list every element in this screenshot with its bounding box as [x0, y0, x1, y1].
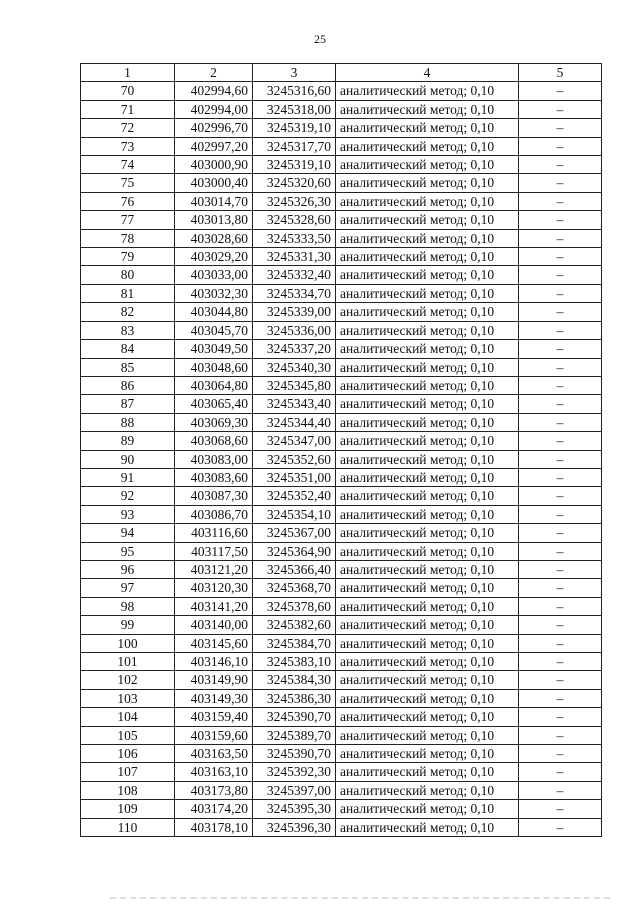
note-cell: – [519, 597, 602, 615]
table-row [81, 468, 602, 486]
method-accuracy-cell: аналитический метод; 0,10 [336, 671, 519, 689]
table-row [81, 653, 602, 671]
y-coordinate-cell: 3245395,30 [253, 800, 336, 818]
table-row [81, 266, 602, 284]
method-accuracy-cell: аналитический метод; 0,10 [336, 745, 519, 763]
table-row [81, 100, 602, 118]
table-row [81, 781, 602, 799]
point-number-cell: 70 [81, 82, 175, 100]
point-number-cell: 71 [81, 100, 175, 118]
x-coordinate-cell: 403149,90 [175, 671, 253, 689]
point-number-cell: 95 [81, 542, 175, 560]
y-coordinate-cell: 3245368,70 [253, 579, 336, 597]
point-number-cell: 110 [81, 818, 175, 836]
note-cell: – [519, 82, 602, 100]
note-cell: – [519, 800, 602, 818]
point-number-cell: 103 [81, 689, 175, 707]
x-coordinate-cell: 403121,20 [175, 560, 253, 578]
y-coordinate-cell: 3245319,10 [253, 156, 336, 174]
x-coordinate-cell: 403029,20 [175, 248, 253, 266]
x-coordinate-cell: 403032,30 [175, 284, 253, 302]
method-accuracy-cell: аналитический метод; 0,10 [336, 487, 519, 505]
method-accuracy-cell: аналитический метод; 0,10 [336, 708, 519, 726]
table-row [81, 229, 602, 247]
note-cell: – [519, 505, 602, 523]
method-accuracy-cell: аналитический метод; 0,10 [336, 358, 519, 376]
note-cell: – [519, 284, 602, 302]
table-row [81, 671, 602, 689]
note-cell: – [519, 174, 602, 192]
header-col-4: 4 [336, 64, 519, 82]
y-coordinate-cell: 3245367,00 [253, 524, 336, 542]
x-coordinate-cell: 403159,60 [175, 726, 253, 744]
x-coordinate-cell: 403044,80 [175, 303, 253, 321]
table-row [81, 487, 602, 505]
x-coordinate-cell: 403045,70 [175, 321, 253, 339]
x-coordinate-cell: 403033,00 [175, 266, 253, 284]
y-coordinate-cell: 3245354,10 [253, 505, 336, 523]
point-number-cell: 109 [81, 800, 175, 818]
table-row [81, 119, 602, 137]
header-col-5: 5 [519, 64, 602, 82]
note-cell: – [519, 358, 602, 376]
point-number-cell: 107 [81, 763, 175, 781]
note-cell: – [519, 487, 602, 505]
point-number-cell: 92 [81, 487, 175, 505]
method-accuracy-cell: аналитический метод; 0,10 [336, 653, 519, 671]
note-cell: – [519, 137, 602, 155]
note-cell: – [519, 671, 602, 689]
y-coordinate-cell: 3245352,60 [253, 450, 336, 468]
point-number-cell: 84 [81, 340, 175, 358]
y-coordinate-cell: 3245378,60 [253, 597, 336, 615]
table-row [81, 395, 602, 413]
method-accuracy-cell: аналитический метод; 0,10 [336, 579, 519, 597]
note-cell: – [519, 229, 602, 247]
x-coordinate-cell: 402994,00 [175, 100, 253, 118]
note-cell: – [519, 560, 602, 578]
x-coordinate-cell: 403068,60 [175, 432, 253, 450]
table-row [81, 413, 602, 431]
note-cell: – [519, 450, 602, 468]
method-accuracy-cell: аналитический метод; 0,10 [336, 192, 519, 210]
y-coordinate-cell: 3245396,30 [253, 818, 336, 836]
x-coordinate-cell: 403173,80 [175, 781, 253, 799]
table-row [81, 376, 602, 394]
method-accuracy-cell: аналитический метод; 0,10 [336, 321, 519, 339]
x-coordinate-cell: 403087,30 [175, 487, 253, 505]
table-row [81, 192, 602, 210]
note-cell: – [519, 745, 602, 763]
method-accuracy-cell: аналитический метод; 0,10 [336, 800, 519, 818]
y-coordinate-cell: 3245392,30 [253, 763, 336, 781]
x-coordinate-cell: 403028,60 [175, 229, 253, 247]
table-row [81, 321, 602, 339]
point-number-cell: 78 [81, 229, 175, 247]
x-coordinate-cell: 403083,60 [175, 468, 253, 486]
y-coordinate-cell: 3245340,30 [253, 358, 336, 376]
note-cell: – [519, 303, 602, 321]
y-coordinate-cell: 3245334,70 [253, 284, 336, 302]
y-coordinate-cell: 3245366,40 [253, 560, 336, 578]
table-row [81, 763, 602, 781]
method-accuracy-cell: аналитический метод; 0,10 [336, 413, 519, 431]
note-cell: – [519, 340, 602, 358]
note-cell: – [519, 192, 602, 210]
x-coordinate-cell: 403065,40 [175, 395, 253, 413]
point-number-cell: 102 [81, 671, 175, 689]
table-row [81, 358, 602, 376]
x-coordinate-cell: 403159,40 [175, 708, 253, 726]
y-coordinate-cell: 3245343,40 [253, 395, 336, 413]
table-row [81, 524, 602, 542]
method-accuracy-cell: аналитический метод; 0,10 [336, 763, 519, 781]
method-accuracy-cell: аналитический метод; 0,10 [336, 395, 519, 413]
note-cell: – [519, 726, 602, 744]
y-coordinate-cell: 3245364,90 [253, 542, 336, 560]
x-coordinate-cell: 403174,20 [175, 800, 253, 818]
method-accuracy-cell: аналитический метод; 0,10 [336, 248, 519, 266]
method-accuracy-cell: аналитический метод; 0,10 [336, 542, 519, 560]
note-cell: – [519, 763, 602, 781]
point-number-cell: 100 [81, 634, 175, 652]
y-coordinate-cell: 3245390,70 [253, 745, 336, 763]
x-coordinate-cell: 403014,70 [175, 192, 253, 210]
point-number-cell: 91 [81, 468, 175, 486]
point-number-cell: 106 [81, 745, 175, 763]
y-coordinate-cell: 3245333,50 [253, 229, 336, 247]
method-accuracy-cell: аналитический метод; 0,10 [336, 524, 519, 542]
table-row [81, 597, 602, 615]
table-row [81, 174, 602, 192]
x-coordinate-cell: 403000,90 [175, 156, 253, 174]
y-coordinate-cell: 3245336,00 [253, 321, 336, 339]
y-coordinate-cell: 3245344,40 [253, 413, 336, 431]
y-coordinate-cell: 3245316,60 [253, 82, 336, 100]
table-row [81, 505, 602, 523]
note-cell: – [519, 395, 602, 413]
table-row [81, 211, 602, 229]
x-coordinate-cell: 403146,10 [175, 653, 253, 671]
table-row [81, 745, 602, 763]
point-number-cell: 83 [81, 321, 175, 339]
method-accuracy-cell: аналитический метод; 0,10 [336, 689, 519, 707]
point-number-cell: 99 [81, 616, 175, 634]
y-coordinate-cell: 3245347,00 [253, 432, 336, 450]
y-coordinate-cell: 3245319,10 [253, 119, 336, 137]
y-coordinate-cell: 3245317,70 [253, 137, 336, 155]
point-number-cell: 104 [81, 708, 175, 726]
method-accuracy-cell: аналитический метод; 0,10 [336, 450, 519, 468]
note-cell: – [519, 579, 602, 597]
point-number-cell: 77 [81, 211, 175, 229]
point-number-cell: 87 [81, 395, 175, 413]
note-cell: – [519, 616, 602, 634]
y-coordinate-cell: 3245386,30 [253, 689, 336, 707]
table-row [81, 818, 602, 836]
table-body [81, 82, 602, 837]
y-coordinate-cell: 3245384,70 [253, 634, 336, 652]
x-coordinate-cell: 403145,60 [175, 634, 253, 652]
x-coordinate-cell: 402996,70 [175, 119, 253, 137]
note-cell: – [519, 689, 602, 707]
point-number-cell: 75 [81, 174, 175, 192]
note-cell: – [519, 653, 602, 671]
y-coordinate-cell: 3245318,00 [253, 100, 336, 118]
y-coordinate-cell: 3245351,00 [253, 468, 336, 486]
x-coordinate-cell: 403049,50 [175, 340, 253, 358]
x-coordinate-cell: 402994,60 [175, 82, 253, 100]
y-coordinate-cell: 3245389,70 [253, 726, 336, 744]
point-number-cell: 89 [81, 432, 175, 450]
y-coordinate-cell: 3245332,40 [253, 266, 336, 284]
point-number-cell: 81 [81, 284, 175, 302]
note-cell: – [519, 266, 602, 284]
method-accuracy-cell: аналитический метод; 0,10 [336, 781, 519, 799]
x-coordinate-cell: 403069,30 [175, 413, 253, 431]
point-number-cell: 90 [81, 450, 175, 468]
table-row [81, 726, 602, 744]
point-number-cell: 101 [81, 653, 175, 671]
y-coordinate-cell: 3245383,10 [253, 653, 336, 671]
note-cell: – [519, 119, 602, 137]
method-accuracy-cell: аналитический метод; 0,10 [336, 211, 519, 229]
y-coordinate-cell: 3245320,60 [253, 174, 336, 192]
note-cell: – [519, 468, 602, 486]
point-number-cell: 72 [81, 119, 175, 137]
method-accuracy-cell: аналитический метод; 0,10 [336, 505, 519, 523]
table-row [81, 156, 602, 174]
x-coordinate-cell: 403178,10 [175, 818, 253, 836]
point-number-cell: 76 [81, 192, 175, 210]
method-accuracy-cell: аналитический метод; 0,10 [336, 634, 519, 652]
point-number-cell: 94 [81, 524, 175, 542]
y-coordinate-cell: 3245352,40 [253, 487, 336, 505]
note-cell: – [519, 211, 602, 229]
method-accuracy-cell: аналитический метод; 0,10 [336, 376, 519, 394]
point-number-cell: 98 [81, 597, 175, 615]
x-coordinate-cell: 403163,50 [175, 745, 253, 763]
x-coordinate-cell: 403140,00 [175, 616, 253, 634]
point-number-cell: 86 [81, 376, 175, 394]
y-coordinate-cell: 3245326,30 [253, 192, 336, 210]
x-coordinate-cell: 403013,80 [175, 211, 253, 229]
table-header-row [81, 64, 602, 82]
method-accuracy-cell: аналитический метод; 0,10 [336, 156, 519, 174]
method-accuracy-cell: аналитический метод; 0,10 [336, 597, 519, 615]
y-coordinate-cell: 3245339,00 [253, 303, 336, 321]
method-accuracy-cell: аналитический метод; 0,10 [336, 468, 519, 486]
point-number-cell: 93 [81, 505, 175, 523]
point-number-cell: 108 [81, 781, 175, 799]
x-coordinate-cell: 403048,60 [175, 358, 253, 376]
point-number-cell: 79 [81, 248, 175, 266]
note-cell: – [519, 432, 602, 450]
x-coordinate-cell: 403149,30 [175, 689, 253, 707]
x-coordinate-cell: 403120,30 [175, 579, 253, 597]
y-coordinate-cell: 3245390,70 [253, 708, 336, 726]
x-coordinate-cell: 403141,20 [175, 597, 253, 615]
note-cell: – [519, 524, 602, 542]
point-number-cell: 80 [81, 266, 175, 284]
point-number-cell: 85 [81, 358, 175, 376]
coordinates-table [80, 63, 602, 837]
x-coordinate-cell: 403000,40 [175, 174, 253, 192]
y-coordinate-cell: 3245384,30 [253, 671, 336, 689]
method-accuracy-cell: аналитический метод; 0,10 [336, 137, 519, 155]
x-coordinate-cell: 403064,80 [175, 376, 253, 394]
table-row [81, 634, 602, 652]
x-coordinate-cell: 403086,70 [175, 505, 253, 523]
y-coordinate-cell: 3245331,30 [253, 248, 336, 266]
y-coordinate-cell: 3245382,60 [253, 616, 336, 634]
table-row [81, 689, 602, 707]
method-accuracy-cell: аналитический метод; 0,10 [336, 266, 519, 284]
method-accuracy-cell: аналитический метод; 0,10 [336, 340, 519, 358]
method-accuracy-cell: аналитический метод; 0,10 [336, 616, 519, 634]
x-coordinate-cell: 402997,20 [175, 137, 253, 155]
table-row [81, 284, 602, 302]
note-cell: – [519, 708, 602, 726]
method-accuracy-cell: аналитический метод; 0,10 [336, 432, 519, 450]
note-cell: – [519, 542, 602, 560]
table-row [81, 708, 602, 726]
table-row [81, 579, 602, 597]
point-number-cell: 82 [81, 303, 175, 321]
method-accuracy-cell: аналитический метод; 0,10 [336, 818, 519, 836]
method-accuracy-cell: аналитический метод; 0,10 [336, 119, 519, 137]
table-row [81, 137, 602, 155]
note-cell: – [519, 376, 602, 394]
note-cell: – [519, 634, 602, 652]
point-number-cell: 74 [81, 156, 175, 174]
table-row [81, 616, 602, 634]
y-coordinate-cell: 3245328,60 [253, 211, 336, 229]
method-accuracy-cell: аналитический метод; 0,10 [336, 303, 519, 321]
note-cell: – [519, 248, 602, 266]
table-row [81, 340, 602, 358]
table-row [81, 800, 602, 818]
scan-artifact [110, 897, 610, 902]
header-col-3: 3 [253, 64, 336, 82]
table-row [81, 542, 602, 560]
point-number-cell: 88 [81, 413, 175, 431]
note-cell: – [519, 818, 602, 836]
x-coordinate-cell: 403163,10 [175, 763, 253, 781]
note-cell: – [519, 100, 602, 118]
x-coordinate-cell: 403083,00 [175, 450, 253, 468]
method-accuracy-cell: аналитический метод; 0,10 [336, 229, 519, 247]
method-accuracy-cell: аналитический метод; 0,10 [336, 560, 519, 578]
point-number-cell: 73 [81, 137, 175, 155]
table-row [81, 248, 602, 266]
table-row [81, 450, 602, 468]
table-row [81, 303, 602, 321]
note-cell: – [519, 156, 602, 174]
point-number-cell: 96 [81, 560, 175, 578]
note-cell: – [519, 781, 602, 799]
method-accuracy-cell: аналитический метод; 0,10 [336, 726, 519, 744]
page-number: 25 [314, 32, 326, 46]
point-number-cell: 105 [81, 726, 175, 744]
table-row [81, 560, 602, 578]
method-accuracy-cell: аналитический метод; 0,10 [336, 284, 519, 302]
x-coordinate-cell: 403117,50 [175, 542, 253, 560]
note-cell: – [519, 413, 602, 431]
y-coordinate-cell: 3245345,80 [253, 376, 336, 394]
method-accuracy-cell: аналитический метод; 0,10 [336, 174, 519, 192]
table-row [81, 432, 602, 450]
method-accuracy-cell: аналитический метод; 0,10 [336, 100, 519, 118]
y-coordinate-cell: 3245397,00 [253, 781, 336, 799]
header-col-2: 2 [175, 64, 253, 82]
x-coordinate-cell: 403116,60 [175, 524, 253, 542]
note-cell: – [519, 321, 602, 339]
method-accuracy-cell: аналитический метод; 0,10 [336, 82, 519, 100]
point-number-cell: 97 [81, 579, 175, 597]
table-row [81, 82, 602, 100]
y-coordinate-cell: 3245337,20 [253, 340, 336, 358]
header-col-1: 1 [81, 64, 175, 82]
